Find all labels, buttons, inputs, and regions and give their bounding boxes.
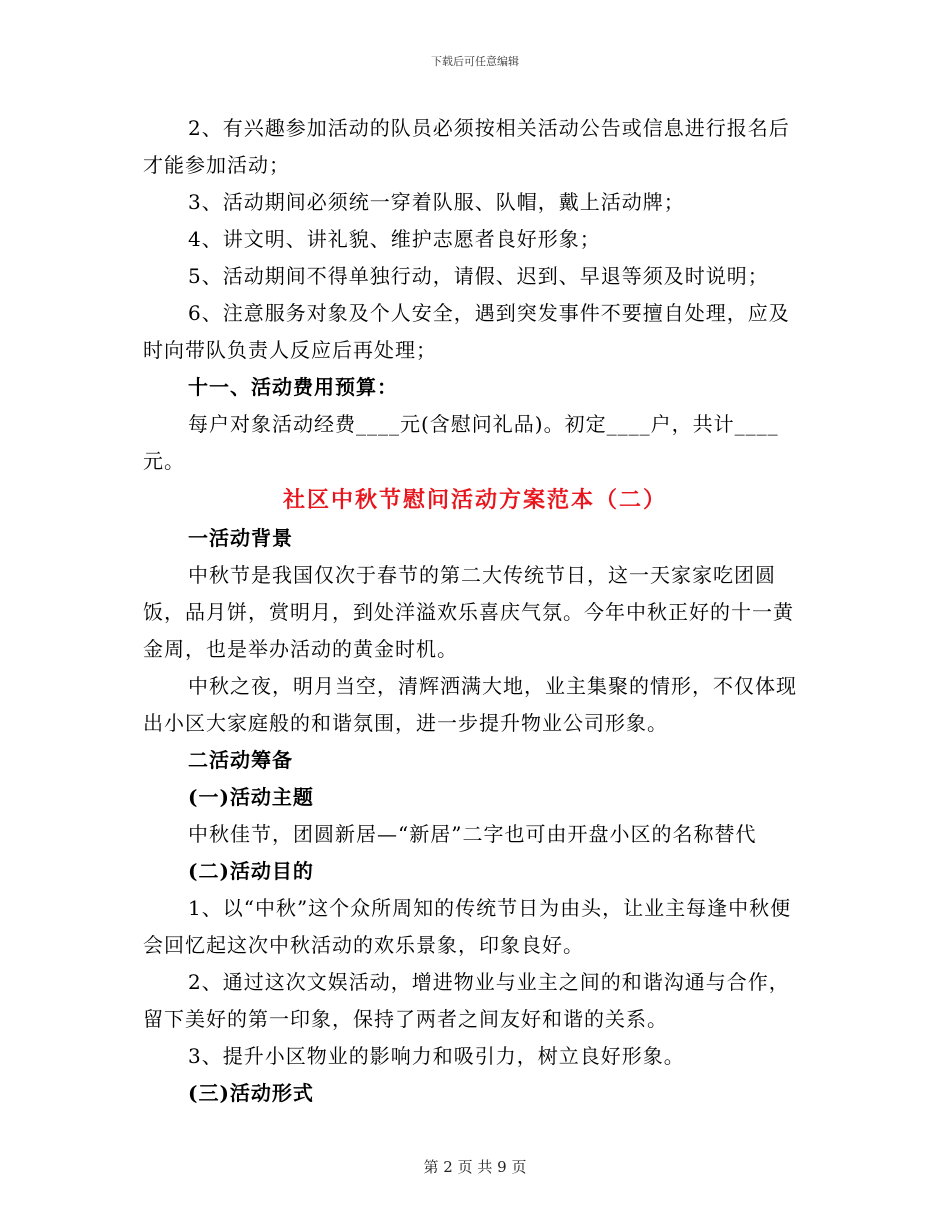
rule-item-2: 2、有兴趣参加活动的队员必须按相关活动公告或信息进行报名后才能参加活动； [143, 116, 790, 177]
section-heading-preparation: 二活动筹备 [188, 748, 293, 772]
page-footer-number: 第 2 页 共 9 页 [423, 1158, 527, 1176]
document-body [143, 110, 807, 1112]
rule-item-4: 4、讲文明、讲礼貌、维护志愿者良好形象； [188, 227, 601, 251]
rule-item-3: 3、活动期间必须统一穿着队服、队帽，戴上活动牌； [188, 190, 685, 214]
purpose-item-2: 2、通过这次文娱活动，增进物业与业主之间的和谐沟通与合作，留下美好的第一印象，保持了两者之间友好和谐的关系。 [143, 970, 790, 1031]
subheading-purpose: (二)活动目的 [188, 859, 314, 883]
rule-item-5: 5、活动期间不得单独行动，请假、迟到、早退等须及时说明； [188, 264, 769, 288]
purpose-item-3: 3、提升小区物业的影响力和吸引力，树立良好形象。 [188, 1044, 685, 1068]
page-header-note: 下载后可任意编辑 [431, 55, 519, 68]
section-heading-budget: 十一、活动费用预算： [188, 375, 398, 399]
rule-item-6: 6、注意服务对象及个人安全，遇到突发事件不要擅自处理，应及时向带队负责人反应后再处理； [143, 301, 790, 362]
document-title: 社区中秋节慰问活动方案范本（二） [282, 487, 667, 513]
subheading-format: (三)活动形式 [188, 1081, 314, 1105]
section-heading-background: 一活动背景 [188, 526, 293, 550]
background-paragraph-2: 中秋之夜，明月当空，清辉洒满大地，业主集聚的情形，不仅体现出小区大家庭般的和谐氛围，进一步提升物业公司形象。 [143, 674, 797, 735]
purpose-item-1: 1、以“中秋”这个众所周知的传统节日为由头，让业主每逢中秋便会回忆起这次中秋活动的欢乐景象，印象良好。 [143, 896, 792, 957]
theme-paragraph: 中秋佳节，团圆新居—“新居”二字也可由开盘小区的名称替代 [188, 822, 757, 846]
background-paragraph-1: 中秋节是我国仅次于春节的第二大传统节日，这一天家家吃团圆饭，品月饼，赏明月，到处洋溢欢乐喜庆气氛。今年中秋正好的十一黄金周，也是举办活动的黄金时机。 [143, 563, 794, 661]
subheading-theme: (一)活动主题 [188, 785, 314, 809]
budget-paragraph: 每户对象活动经费____元(含慰问礼品)。初定____户，共计____元。 [143, 412, 779, 473]
